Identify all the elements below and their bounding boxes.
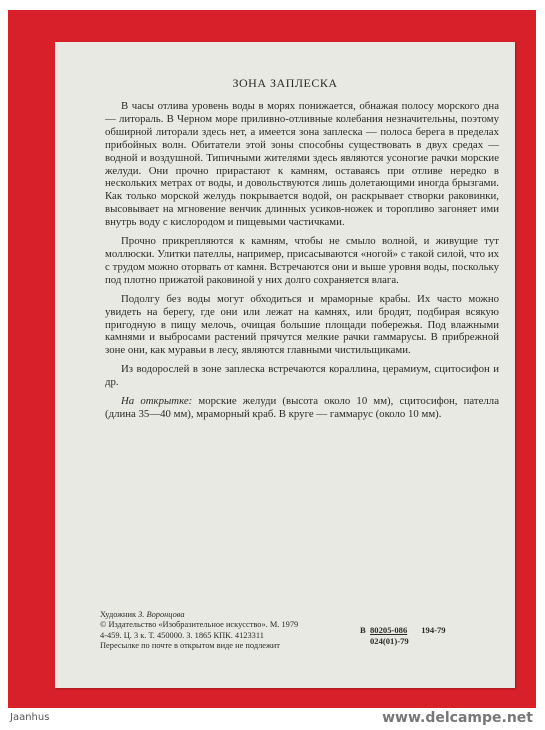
paragraph: В часы отлива уровень воды в морях понижается, обнажая полосу морского дна — литораль. В Черном море приливно-отливные колебания незначительны, поэтому обширной литорали здесь нет, а имеется зона заплеска — полоса берега в пределах прибойных волн. Обитатели этой зоны способны существовать в двух средах — водной и воздушной. Типичными жителями здесь являются усоногие рачки морские желуди. Они прочно прирастают к камням, оставаясь при отливе нередко в нескольких метрах от воды, и довольствуются лишь долетающими иногда брызгами. Как только морской желудь покрывается водой, он раскрывает створки раковинки, высовывает на мгновение венчик длинных усиков-ножек и торопливо загоняет ими внутрь воду с кислородом и пищевыми частичками. — [105, 100, 499, 229]
code-prefix: В — [360, 625, 366, 635]
caption-label: На открытке: — [121, 395, 193, 408]
code-bottom: 024(01)-79 — [370, 636, 409, 646]
page-title: ЗОНА ЗАПЛЕСКА — [232, 76, 338, 90]
watermark-right: www.delcampe.net — [382, 710, 533, 726]
caption — [105, 395, 499, 421]
paragraph: Подолгу без воды могут обходиться и мраморные крабы. Их часто можно увидеть на берегу, где они или лежат на камнях, или бродят, подбирая всякую пригодную в пищу мелочь, очищая большие площади побережья. Под влажными камнями и выбросами растений прячутся мелкие рачки гаммарусы. В прибрежной зоне они, как муравьи в лесу, являются главными чистильщиками. — [105, 292, 499, 357]
paragraph: Прочно прикрепляются к камням, чтобы не смыло волной, и живущие тут моллюски. Улитки пателлы, например, присасываются «ногой» с такой силой, что их с трудом можно оторвать от камня. Встречаются они и выше уровня воды, поскольку под плотно прижатой раковиной у них долго сохраняется влага. — [105, 235, 499, 286]
code-top: 80205-086 — [370, 625, 408, 635]
artist-name: З. Воронцова — [138, 610, 185, 619]
artist-label: Художник — [100, 610, 137, 619]
caption-text: морские желуди (высота около 10 мм), сцитосифон, пателла (длина 35—40 мм), мраморный краб. В круге — гаммарус (около 10 мм). — [105, 395, 499, 420]
paragraph: Из водорослей в зоне заплеска встречаются кораллина, церамиум, сцитосифон и др. — [105, 363, 499, 389]
catalog-code — [360, 625, 446, 647]
artist-line — [100, 610, 500, 620]
print-info-line: 4-459. Ц. 3 к. Т. 450000. З. 1865 КПК. 4123311 — [100, 630, 264, 640]
postcard-back — [55, 42, 515, 688]
postal-note: Пересылке по почте в открытом виде не подлежит — [100, 641, 280, 651]
publisher-line: © Издательство «Изобразительное искусство». М. 1979 — [100, 620, 299, 630]
body-text — [105, 100, 499, 421]
code-right: 194-79 — [421, 625, 446, 635]
watermark-left: Jaanhus — [10, 712, 50, 723]
